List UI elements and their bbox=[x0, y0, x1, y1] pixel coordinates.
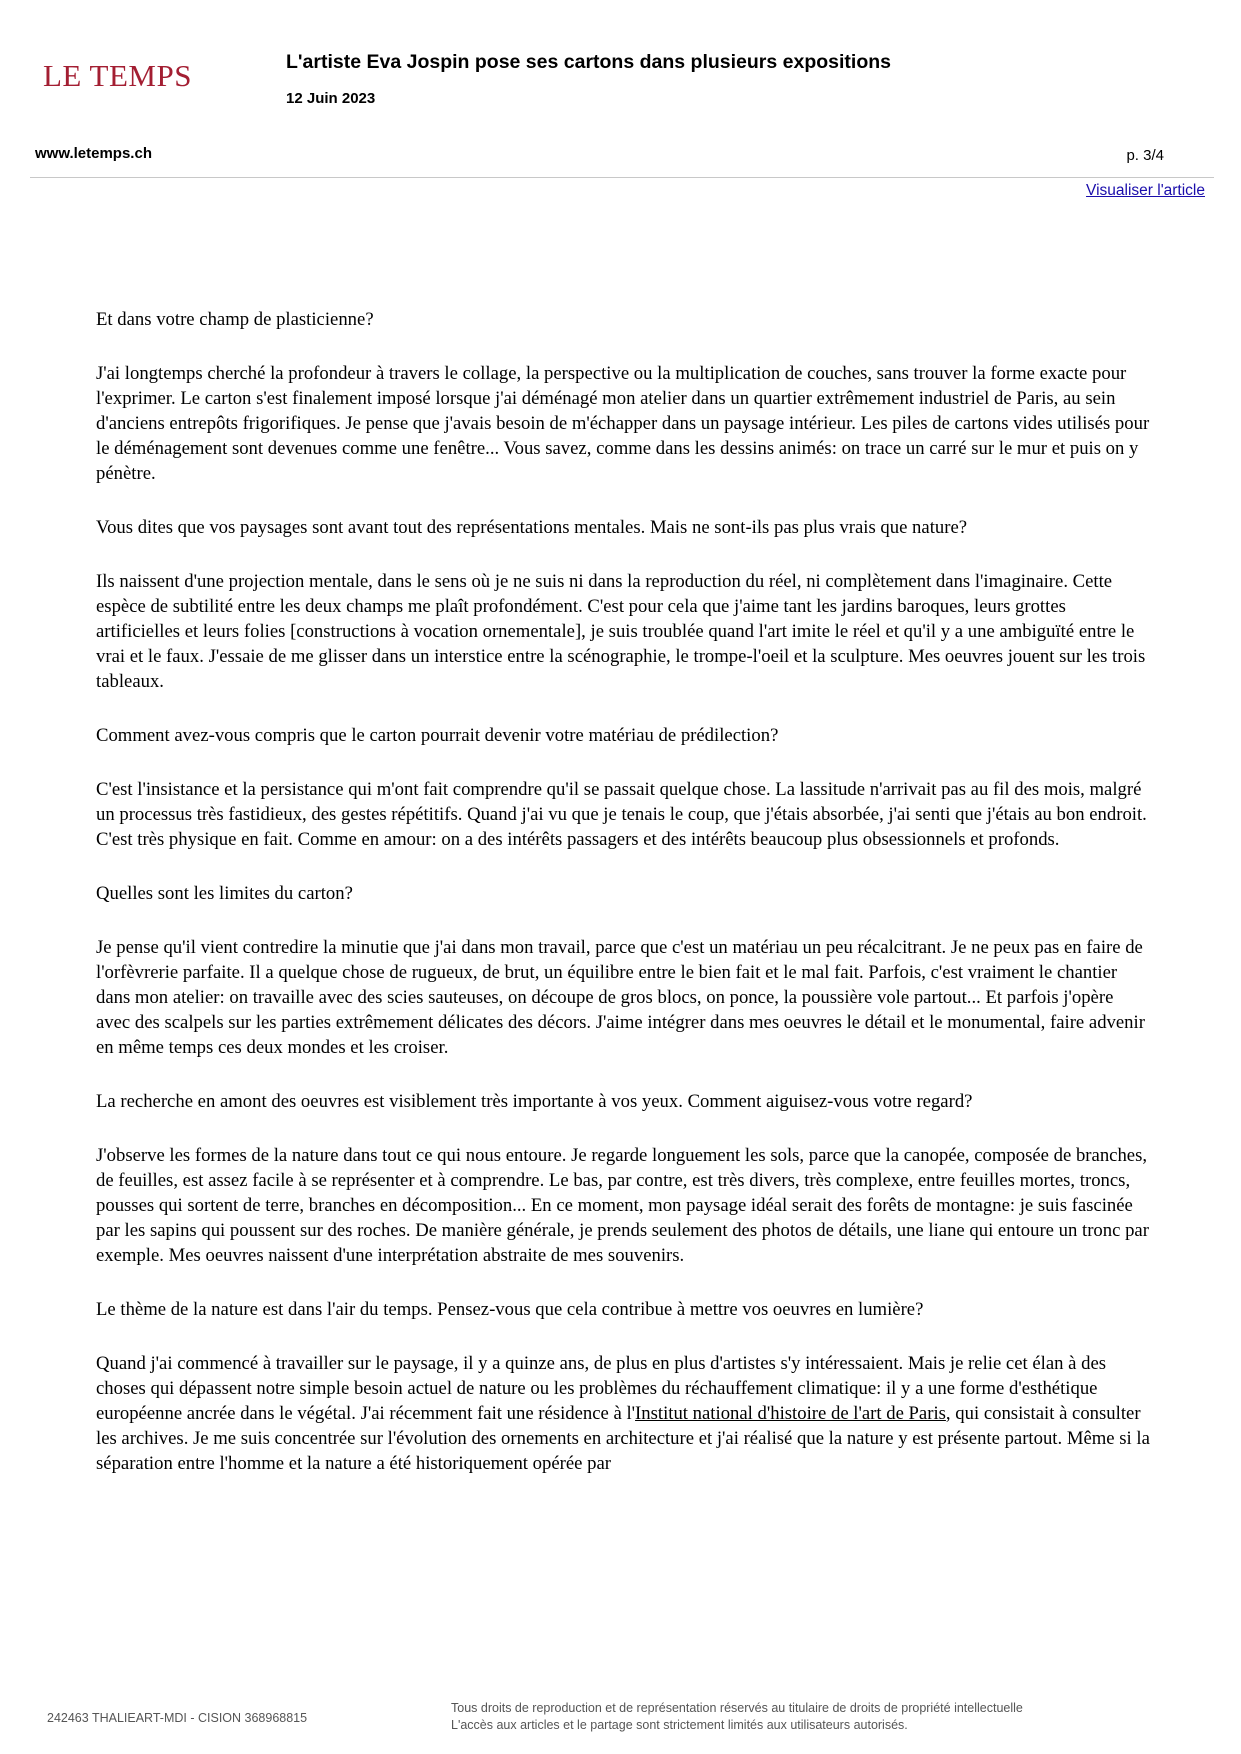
question-1: Et dans votre champ de plasticienne? bbox=[96, 309, 374, 330]
page-number: p. 3/4 bbox=[1126, 147, 1164, 164]
question-5: La recherche en amont des oeuvres est visiblement très importante à vos yeux. Comment aiguisez-vous votre regard? bbox=[96, 1091, 973, 1112]
le-temps-logo: LE TEMPS bbox=[43, 58, 192, 93]
footer-document-id: 242463 THALIEART-MDI - CISION 368968815 bbox=[47, 1711, 308, 1725]
question-6: Le thème de la nature est dans l'air du temps. Pensez-vous que cela contribue à mettre vos oeuvres en lumière? bbox=[96, 1299, 924, 1320]
answer-6 bbox=[96, 1351, 1152, 1476]
site-url: www.letemps.ch bbox=[35, 145, 152, 162]
header-divider bbox=[30, 177, 1214, 178]
article-body bbox=[96, 307, 1152, 1476]
answer-3: C'est l'insistance et la persistance qui m'ont fait comprendre qu'il se passait quelque chose. La lassitude n'arrivait pas au fil des mois, malgré un processus très fastidieux, des gestes répétitifs. Quand j'ai vu que je tenais le coup, que j'étais absorbée, j'ai senti que j'étais au bon endroit. C'est très physique en fait. Comme en amour: on a des intérêts passagers et des intérêts beaucoup plus obsessionnels et profonds. bbox=[96, 779, 1147, 850]
answer-6-text-end: , qui consistait à consulter les archives. Je me suis concentrée sur l'évolution des ornements en architecture et j'ai réalisé que la nature y est présente partout. Même si la séparation entre l'homme et la nature a été historiquement opérée par bbox=[96, 1403, 1150, 1474]
answer-4: Je pense qu'il vient contredire la minutie que j'ai dans mon travail, parce que c'est un matériau un peu récalcitrant. Je ne peux pas en faire de l'orfèvrerie parfaite. Il a quelque chose de rugueux, de brut, un équilibre entre le bien fait et le mal fait. Parfois, c'est vraiment le chantier dans mon atelier: on travaille avec des scies sauteuses, on découpe de gros blocs, on ponce, la poussière vole partout... Et parfois j'opère avec des scalpels sur les parties extrêmement délicates des décors. J'aime intégrer dans mes oeuvres le détail et le monumental, faire advenir en même temps ces deux mondes et les croiser. bbox=[96, 937, 1145, 1058]
answer-6-text-start: Quand j'ai commencé à travailler sur le paysage, il y a quinze ans, de plus en plus d'artistes s'y intéressaient. Mais je relie cet élan à des choses qui dépassent notre simple besoin actuel de nature ou les problèmes du réchauffement climatique: il y a une forme d'esthétique européenne ancrée dans le végétal. J'ai récemment fait une résidence à l' bbox=[96, 1353, 1107, 1424]
answer-1: J'ai longtemps cherché la profondeur à travers le collage, la perspective ou la multiplication de couches, sans trouver la forme exacte pour l'exprimer. Le carton s'est finalement imposé lorsque j'ai déménagé mon atelier dans un quartier extrêmement industriel de Paris, au sein d'anciens entrepôts frigorifiques. Je pense que j'avais besoin de m'échapper dans un paysage intérieur. Les piles de cartons vides utilisés pour le déménagement sont devenues comme une fenêtre... Vous savez, comme dans les dessins animés: on trace un carré sur le mur et puis on y pénètre. bbox=[96, 363, 1150, 484]
answer-2: Ils naissent d'une projection mentale, dans le sens où je ne suis ni dans la reproduction du réel, ni complètement dans l'imaginaire. Cette espèce de subtilité entre les deux champs me plaît profondément. C'est pour cela que j'aime tant les jardins baroques, leurs grottes artificielles et leurs folies [constructions à vocation ornementale], je suis troublée quand l'art imite le réel et qu'il y a une ambiguïté entre le vrai et le faux. J'essaie de me glisser dans un interstice entre la scénographie, le trompe-l'oeil et la sculpture. Mes oeuvres jouent sur les trois tableaux. bbox=[96, 571, 1146, 692]
answer-5: J'observe les formes de la nature dans tout ce qui nous entoure. Je regarde longuement les sols, parce que la canopée, composée de branches, de feuilles, est assez facile à se représenter et à comprendre. Le bas, par contre, est très divers, très complexe, entre feuilles mortes, troncs, pousses qui sortent de terre, branches en décomposition... En ce moment, mon paysage idéal serait des forêts de montagne: je suis fascinée par les sapins qui poussent sur des roches. De manière générale, je prends seulement des photos de détails, une liane qui entoure un tronc par exemple. Mes oeuvres naissent d'une interprétation abstraite de mes souvenirs. bbox=[96, 1145, 1149, 1266]
question-2: Vous dites que vos paysages sont avant tout des représentations mentales. Mais ne sont-ils pas plus vrais que nature? bbox=[96, 517, 968, 538]
footer-legal-notice bbox=[451, 1700, 1023, 1734]
article-date: 12 Juin 2023 bbox=[286, 90, 376, 107]
question-3: Comment avez-vous compris que le carton pourrait devenir votre matériau de prédilection? bbox=[96, 725, 779, 746]
question-4: Quelles sont les limites du carton? bbox=[96, 883, 353, 904]
article-headline: L'artiste Eva Jospin pose ses cartons dans plusieurs expositions bbox=[286, 51, 892, 73]
footer-legal-line-1: Tous droits de reproduction et de représentation réservés au titulaire de droits de propriété intellectuelle bbox=[451, 1701, 1023, 1715]
footer-legal-line-2: L'accès aux articles et le partage sont strictement limités aux utilisateurs autorisés. bbox=[451, 1718, 908, 1732]
institut-link[interactable]: Institut national d'histoire de l'art de Paris bbox=[635, 1403, 946, 1424]
view-article-link[interactable]: Visualiser l'article bbox=[1086, 182, 1205, 199]
